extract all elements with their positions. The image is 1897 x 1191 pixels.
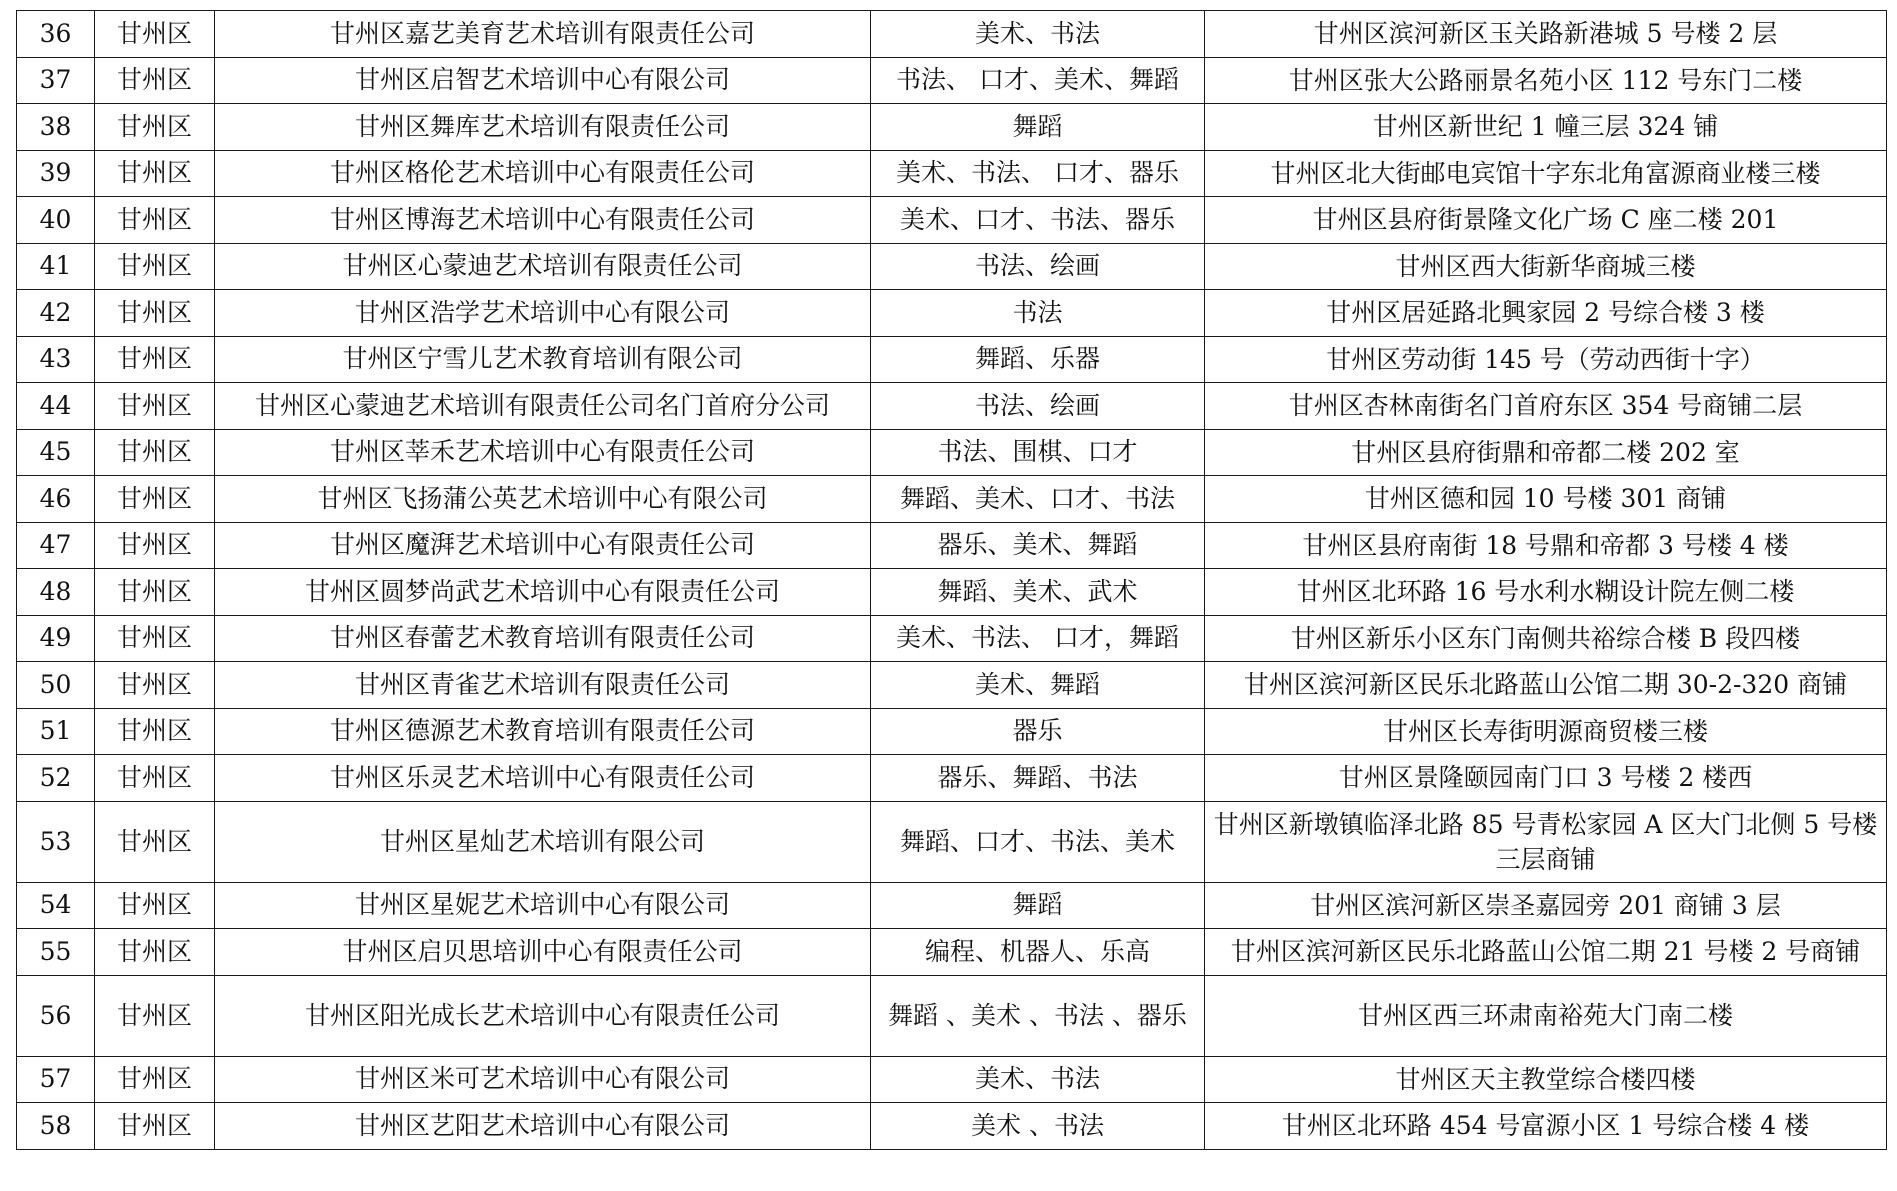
cell-subjects: 书法、围棋、口才 [871,429,1205,476]
cell-district: 甘州区 [95,975,215,1056]
cell-institution-name: 甘州区艺阳艺术培训中心有限公司 [215,1103,871,1150]
cell-number: 46 [17,476,95,523]
cell-address: 甘州区劳动街 145 号（劳动西街十字） [1205,336,1887,383]
cell-district: 甘州区 [95,104,215,151]
table-row [17,290,1887,337]
cell-district: 甘州区 [95,882,215,929]
table-row [17,882,1887,929]
cell-number: 40 [17,197,95,244]
cell-district: 甘州区 [95,11,215,58]
cell-institution-name: 甘州区圆梦尚武艺术培训中心有限责任公司 [215,569,871,616]
cell-district: 甘州区 [95,522,215,569]
cell-number: 53 [17,801,95,882]
cell-subjects: 书法、 口才、美术、舞蹈 [871,57,1205,104]
cell-subjects: 美术、书法、 口才、器乐 [871,150,1205,197]
cell-subjects: 美术、书法 [871,1056,1205,1103]
cell-address: 甘州区德和园 10 号楼 301 商铺 [1205,476,1887,523]
cell-institution-name: 甘州区启智艺术培训中心有限公司 [215,57,871,104]
cell-number: 51 [17,708,95,755]
table-row [17,476,1887,523]
table-row [17,708,1887,755]
cell-district: 甘州区 [95,150,215,197]
cell-district: 甘州区 [95,383,215,430]
cell-institution-name: 甘州区阳光成长艺术培训中心有限责任公司 [215,975,871,1056]
table-row [17,1056,1887,1103]
cell-subjects: 美术 、书法 [871,1103,1205,1150]
cell-subjects: 器乐 [871,708,1205,755]
cell-institution-name: 甘州区星灿艺术培训有限公司 [215,801,871,882]
table-row [17,104,1887,151]
cell-district: 甘州区 [95,197,215,244]
table-row [17,11,1887,58]
cell-institution-name: 甘州区浩学艺术培训中心有限公司 [215,290,871,337]
cell-subjects: 美术、书法 [871,11,1205,58]
cell-number: 48 [17,569,95,616]
cell-subjects: 美术、舞蹈 [871,662,1205,709]
cell-subjects: 舞蹈、乐器 [871,336,1205,383]
cell-subjects: 书法、绘画 [871,243,1205,290]
cell-address: 甘州区滨河新区玉关路新港城 5 号楼 2 层 [1205,11,1887,58]
institution-table [16,10,1887,1150]
cell-subjects: 舞蹈、美术、口才、书法 [871,476,1205,523]
cell-address: 甘州区滨河新区民乐北路蓝山公馆二期 21 号楼 2 号商铺 [1205,929,1887,976]
cell-district: 甘州区 [95,569,215,616]
table-row [17,522,1887,569]
table-row [17,383,1887,430]
cell-number: 39 [17,150,95,197]
cell-subjects: 书法、绘画 [871,383,1205,430]
cell-district: 甘州区 [95,755,215,802]
cell-district: 甘州区 [95,801,215,882]
cell-address: 甘州区北环路 454 号富源小区 1 号综合楼 4 楼 [1205,1103,1887,1150]
cell-address: 甘州区天主教堂综合楼四楼 [1205,1056,1887,1103]
table-row [17,57,1887,104]
cell-number: 49 [17,615,95,662]
cell-institution-name: 甘州区德源艺术教育培训有限责任公司 [215,708,871,755]
cell-district: 甘州区 [95,1103,215,1150]
cell-number: 50 [17,662,95,709]
cell-institution-name: 甘州区星妮艺术培训中心有限公司 [215,882,871,929]
cell-subjects: 舞蹈 、美术 、书法 、器乐 [871,975,1205,1056]
cell-institution-name: 甘州区魔湃艺术培训中心有限责任公司 [215,522,871,569]
cell-institution-name: 甘州区舞库艺术培训有限责任公司 [215,104,871,151]
cell-address: 甘州区西大街新华商城三楼 [1205,243,1887,290]
cell-address: 甘州区张大公路丽景名苑小区 112 号东门二楼 [1205,57,1887,104]
cell-address: 甘州区县府街鼎和帝都二楼 202 室 [1205,429,1887,476]
cell-number: 42 [17,290,95,337]
table-row [17,150,1887,197]
cell-institution-name: 甘州区启贝思培训中心有限责任公司 [215,929,871,976]
cell-district: 甘州区 [95,290,215,337]
table-row [17,243,1887,290]
cell-subjects: 舞蹈、美术、武术 [871,569,1205,616]
cell-district: 甘州区 [95,476,215,523]
cell-number: 57 [17,1056,95,1103]
cell-address: 甘州区北环路 16 号水利水糊设计院左侧二楼 [1205,569,1887,616]
cell-address: 甘州区县府南街 18 号鼎和帝都 3 号楼 4 楼 [1205,522,1887,569]
cell-subjects: 书法 [871,290,1205,337]
cell-district: 甘州区 [95,1056,215,1103]
cell-number: 58 [17,1103,95,1150]
cell-number: 54 [17,882,95,929]
table-row [17,929,1887,976]
table-row [17,569,1887,616]
cell-district: 甘州区 [95,929,215,976]
cell-number: 38 [17,104,95,151]
cell-institution-name: 甘州区心蒙迪艺术培训有限责任公司 [215,243,871,290]
cell-address: 甘州区滨河新区崇圣嘉园旁 201 商铺 3 层 [1205,882,1887,929]
cell-address: 甘州区新墩镇临泽北路 85 号青松家园 A 区大门北侧 5 号楼三层商铺 [1205,801,1887,882]
cell-address: 甘州区西三环肃南裕苑大门南二楼 [1205,975,1887,1056]
cell-number: 44 [17,383,95,430]
table-row [17,197,1887,244]
cell-address: 甘州区长寿街明源商贸楼三楼 [1205,708,1887,755]
cell-district: 甘州区 [95,615,215,662]
cell-address: 甘州区滨河新区民乐北路蓝山公馆二期 30-2-320 商铺 [1205,662,1887,709]
cell-subjects: 美术、口才、书法、器乐 [871,197,1205,244]
cell-subjects: 器乐、美术、舞蹈 [871,522,1205,569]
cell-address: 甘州区北大街邮电宾馆十字东北角富源商业楼三楼 [1205,150,1887,197]
cell-subjects: 舞蹈 [871,104,1205,151]
cell-number: 41 [17,243,95,290]
cell-institution-name: 甘州区格伦艺术培训中心有限责任公司 [215,150,871,197]
cell-institution-name: 甘州区青雀艺术培训有限责任公司 [215,662,871,709]
table-row [17,662,1887,709]
cell-district: 甘州区 [95,662,215,709]
cell-district: 甘州区 [95,708,215,755]
cell-subjects: 编程、机器人、乐高 [871,929,1205,976]
cell-address: 甘州区新世纪 1 幢三层 324 铺 [1205,104,1887,151]
cell-number: 52 [17,755,95,802]
cell-address: 甘州区杏林南街名门首府东区 354 号商铺二层 [1205,383,1887,430]
table-row [17,429,1887,476]
cell-address: 甘州区新乐小区东门南侧共裕综合楼 B 段四楼 [1205,615,1887,662]
cell-institution-name: 甘州区嘉艺美育艺术培训有限责任公司 [215,11,871,58]
cell-number: 47 [17,522,95,569]
cell-institution-name: 甘州区米可艺术培训中心有限公司 [215,1056,871,1103]
table-row [17,336,1887,383]
cell-address: 甘州区景隆颐园南门口 3 号楼 2 楼西 [1205,755,1887,802]
table-row [17,1103,1887,1150]
cell-institution-name: 甘州区莘禾艺术培训中心有限责任公司 [215,429,871,476]
cell-number: 56 [17,975,95,1056]
cell-institution-name: 甘州区宁雪儿艺术教育培训有限公司 [215,336,871,383]
cell-subjects: 舞蹈、口才、书法、美术 [871,801,1205,882]
table-row [17,755,1887,802]
cell-subjects: 美术、书法、 口才，舞蹈 [871,615,1205,662]
cell-subjects: 舞蹈 [871,882,1205,929]
cell-district: 甘州区 [95,57,215,104]
cell-institution-name: 甘州区乐灵艺术培训中心有限责任公司 [215,755,871,802]
cell-institution-name: 甘州区心蒙迪艺术培训有限责任公司名门首府分公司 [215,383,871,430]
cell-subjects: 器乐、舞蹈、书法 [871,755,1205,802]
cell-institution-name: 甘州区博海艺术培训中心有限责任公司 [215,197,871,244]
cell-address: 甘州区县府街景隆文化广场 C 座二楼 201 [1205,197,1887,244]
table-row [17,615,1887,662]
cell-institution-name: 甘州区飞扬蒲公英艺术培训中心有限公司 [215,476,871,523]
cell-number: 43 [17,336,95,383]
cell-institution-name: 甘州区春蕾艺术教育培训有限责任公司 [215,615,871,662]
cell-number: 36 [17,11,95,58]
cell-number: 45 [17,429,95,476]
cell-address: 甘州区居延路北興家园 2 号综合楼 3 楼 [1205,290,1887,337]
cell-number: 55 [17,929,95,976]
cell-district: 甘州区 [95,243,215,290]
cell-number: 37 [17,57,95,104]
cell-district: 甘州区 [95,336,215,383]
table-row [17,975,1887,1056]
table-body [17,11,1887,1150]
table-row [17,801,1887,882]
cell-district: 甘州区 [95,429,215,476]
